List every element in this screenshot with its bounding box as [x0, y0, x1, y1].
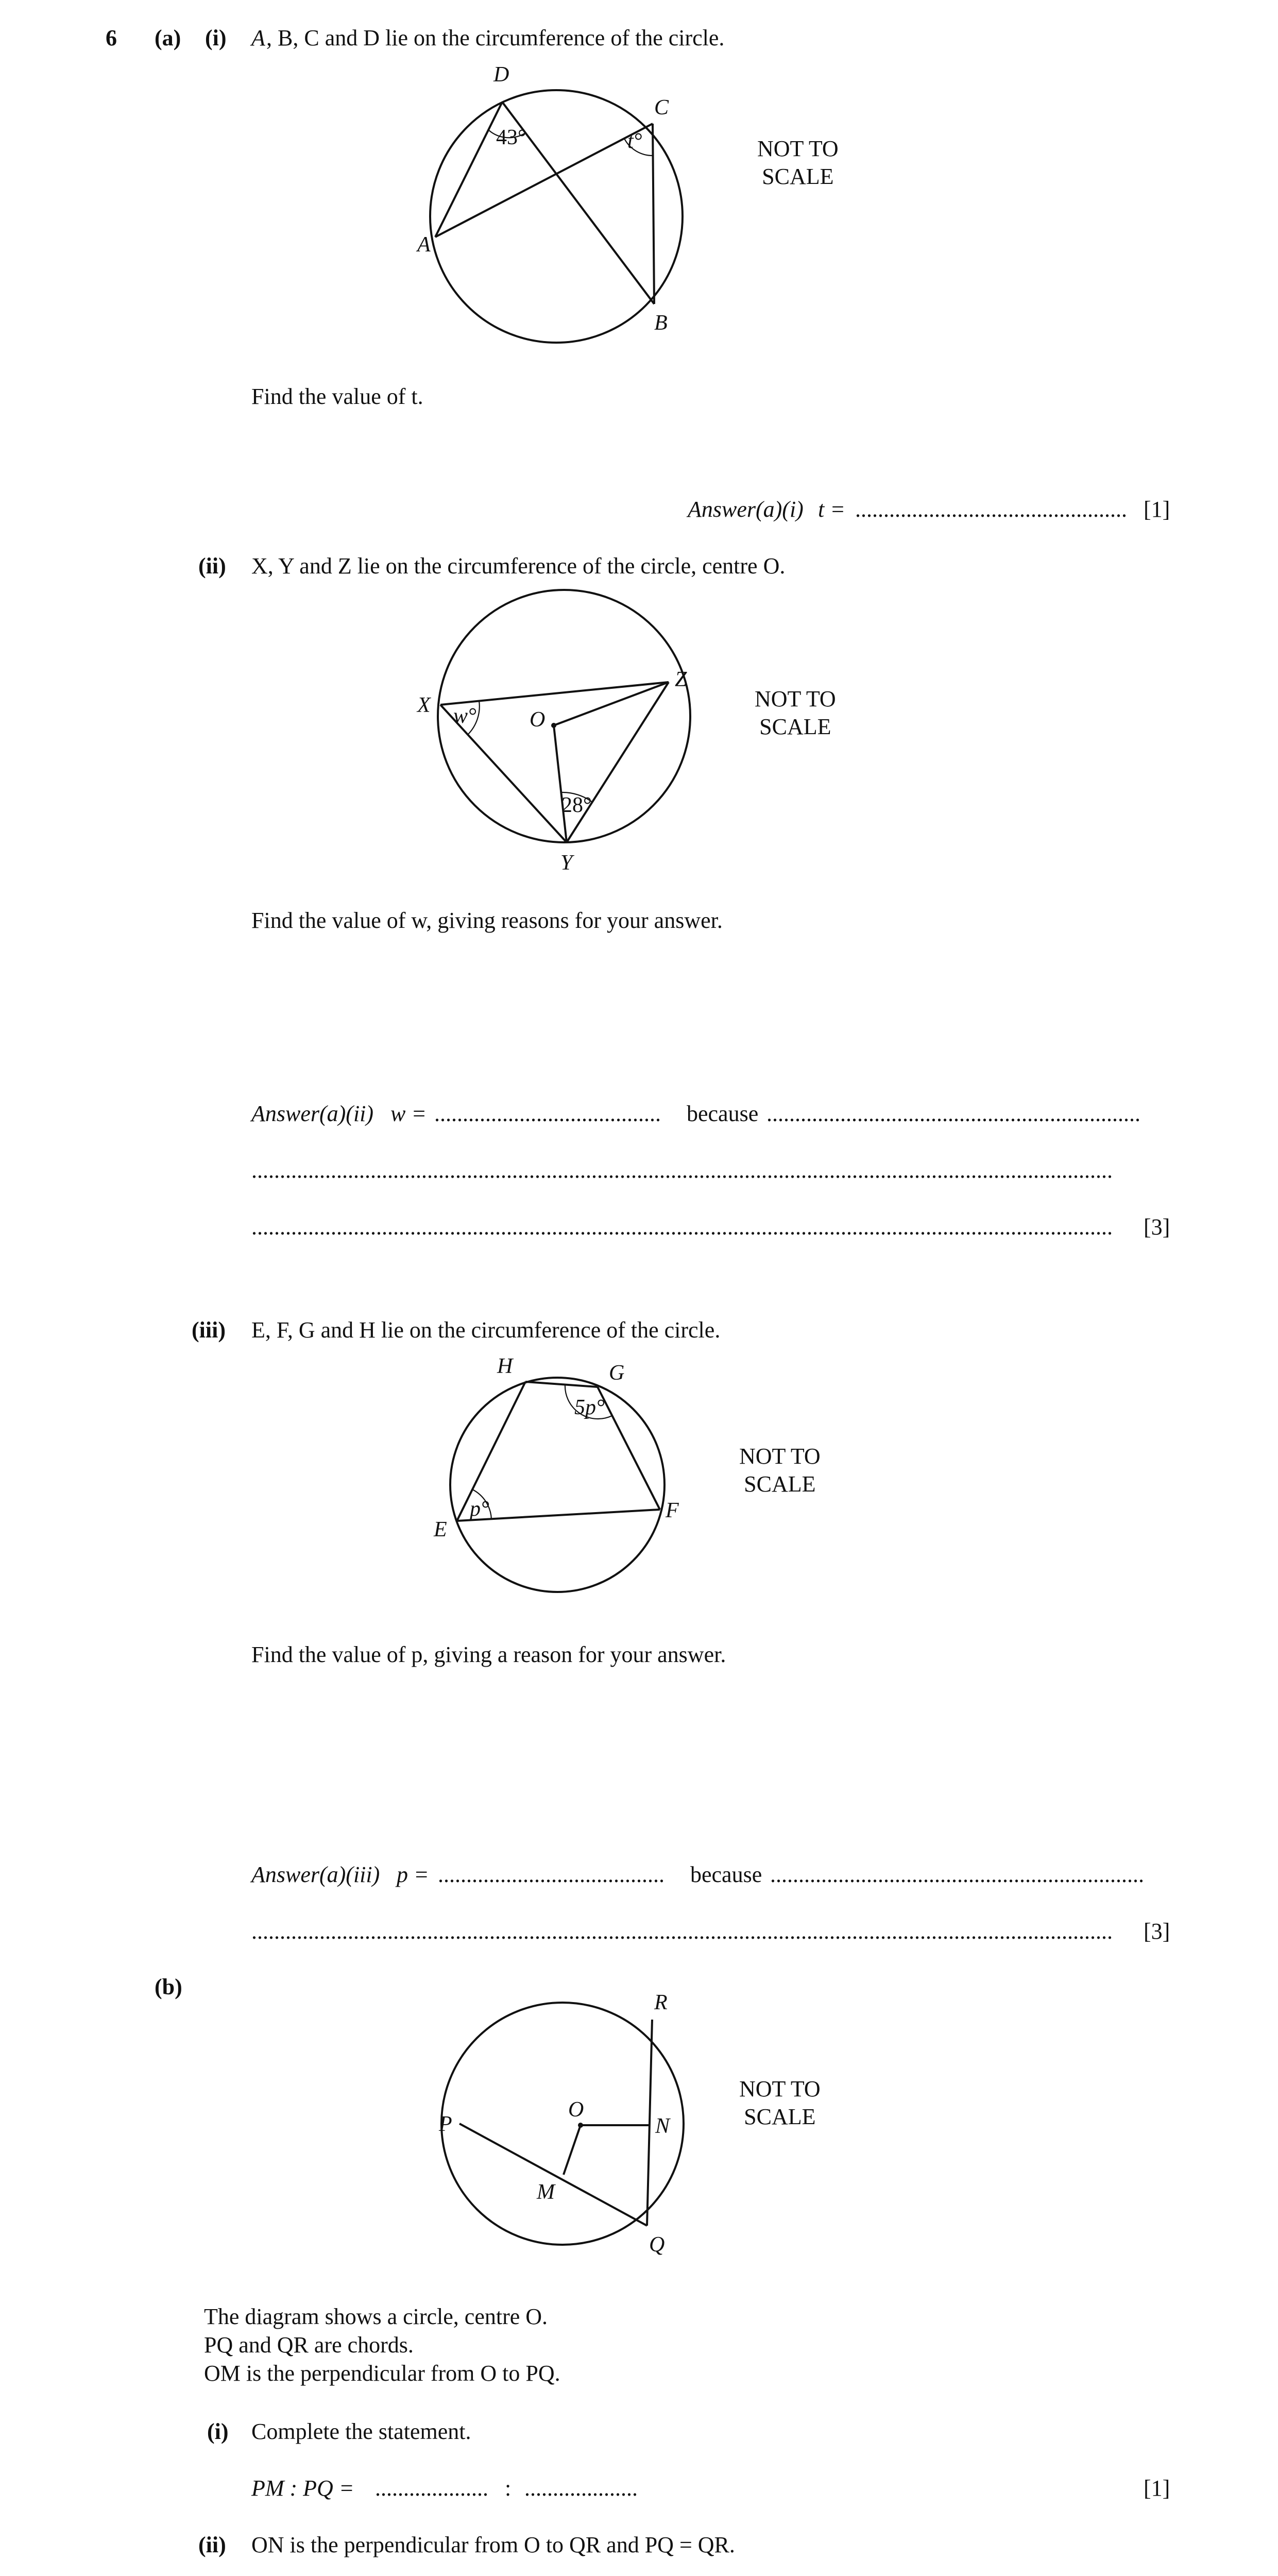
a-iii-because-field[interactable]: ..................................................................	[770, 1862, 1144, 1887]
label-p: P	[439, 2112, 452, 2136]
label-y: Y	[560, 851, 573, 875]
a-ii-because: because	[687, 1101, 759, 1126]
not-to-scale-a-ii: NOT TO SCALE	[755, 686, 836, 739]
label-z: Z	[675, 668, 687, 691]
b-ii-statement: ON is the perpendicular from O to QR and PQ = QR.	[251, 2532, 735, 2557]
label-q: Q	[649, 2233, 665, 2257]
chord-eh	[457, 1382, 525, 1521]
a-i-statement: , B, C and D lie on the circumference of the circle.	[266, 25, 725, 50]
a-iii-answer-var: p =	[397, 1862, 429, 1887]
diagram-a-iii	[422, 1350, 711, 1618]
chord-da	[435, 102, 502, 237]
a-iii-find: Find the value of p, giving a reason for your answer.	[251, 1642, 726, 1667]
b-i-field-2[interactable]: ....................	[524, 2476, 638, 2501]
chord-zy	[567, 682, 669, 842]
part-b-i-label: (i)	[207, 2419, 229, 2444]
a-iii-statement: E, F, G and H lie on the circumference of the circle.	[251, 1317, 721, 1343]
a-iii-answer-label: Answer(a)(iii)	[251, 1862, 380, 1887]
label-angle-28: 28°	[561, 793, 592, 817]
not-to-scale-a-iii: NOT TO SCALE	[739, 1444, 821, 1497]
label-o: O	[530, 708, 546, 732]
diagram-a-ii	[407, 551, 716, 881]
a-i-statement-start: A	[251, 25, 265, 50]
chord-cb	[653, 124, 654, 304]
a-ii-find: Find the value of w, giving reasons for your answer.	[251, 908, 723, 933]
a-ii-statement: X, Y and Z lie on the circumference of the circle, centre O.	[251, 553, 786, 579]
b-i-colon: :	[505, 2476, 512, 2501]
label-angle-43: 43°	[496, 126, 526, 149]
part-b-ii-label: (ii)	[198, 2532, 226, 2557]
b-i-marks: [1]	[1144, 2476, 1170, 2501]
centre-o-b	[578, 2123, 583, 2128]
b-i-instruction: Complete the statement.	[251, 2419, 471, 2444]
a-iii-reason-line[interactable]: ........................................................................................................................................................	[251, 1919, 1113, 1944]
part-a-ii-label: (ii)	[198, 553, 226, 579]
part-b-label: (b)	[155, 1974, 182, 1999]
not-to-scale-a-i: NOT TO SCALE	[757, 136, 839, 189]
chord-ca	[435, 124, 653, 237]
label-g: G	[609, 1361, 625, 1385]
a-ii-answer-field[interactable]: ........................................	[434, 1101, 661, 1126]
question-number: 6	[106, 25, 117, 50]
label-o: O	[568, 2098, 584, 2122]
part-a-i-label: (i)	[205, 25, 227, 50]
label-angle-5p: 5p°	[574, 1396, 605, 1419]
label-e: E	[434, 1518, 447, 1541]
a-ii-because-field[interactable]: ..................................................................	[766, 1101, 1140, 1126]
label-angle-w: w°	[453, 704, 476, 728]
centre-o-a-ii	[551, 723, 556, 728]
b-description-3: OM is the perpendicular from O to PQ.	[204, 2361, 560, 2386]
a-i-find: Find the value of t.	[251, 384, 423, 409]
a-ii-reason-line-1[interactable]: ........................................................................................................................................................	[251, 1158, 1113, 1183]
a-iii-marks: [3]	[1144, 1919, 1170, 1944]
a-iii-answer-field[interactable]: ........................................	[438, 1862, 664, 1887]
circle-a-iii	[450, 1378, 664, 1592]
line-om	[564, 2125, 581, 2175]
label-angle-t: t°	[627, 129, 642, 153]
radius-oy	[554, 725, 567, 842]
label-c: C	[654, 96, 669, 120]
diagram-b	[428, 1989, 716, 2267]
label-x: X	[417, 693, 431, 717]
a-ii-answer-var: w =	[390, 1101, 427, 1126]
diagram-a-i	[402, 63, 711, 355]
chord-pq	[459, 2124, 647, 2226]
a-ii-answer-label: Answer(a)(ii)	[251, 1101, 374, 1126]
label-a: A	[417, 233, 431, 257]
b-description-2: PQ and QR are chords.	[204, 2332, 414, 2358]
label-m: M	[537, 2180, 555, 2204]
label-h: H	[497, 1354, 513, 1378]
label-angle-p: p°	[470, 1497, 489, 1521]
part-a-iii-label: (iii)	[192, 1317, 226, 1343]
a-i-answer-field[interactable]: ................................................	[855, 497, 1127, 522]
a-i-answer-label: Answer(a)(i)	[688, 497, 804, 522]
label-n: N	[655, 2114, 670, 2138]
chord-xz	[440, 682, 669, 705]
b-i-field-1[interactable]: ....................	[375, 2476, 488, 2501]
b-i-ratio: PM : PQ =	[251, 2476, 354, 2501]
a-i-answer-var: t =	[818, 497, 845, 522]
label-f: F	[666, 1499, 679, 1522]
label-b: B	[654, 311, 668, 335]
not-to-scale-b: NOT TO SCALE	[739, 2076, 821, 2129]
chord-rq	[647, 2020, 652, 2226]
a-ii-reason-line-2[interactable]: ........................................................................................................................................................	[251, 1214, 1113, 1240]
label-r: R	[654, 1991, 668, 2014]
a-iii-because: because	[690, 1862, 762, 1887]
label-d: D	[493, 63, 509, 87]
a-i-marks: [1]	[1144, 497, 1170, 522]
b-description-1: The diagram shows a circle, centre O.	[204, 2304, 548, 2329]
part-a-label: (a)	[155, 25, 181, 50]
a-ii-marks: [3]	[1144, 1214, 1170, 1240]
